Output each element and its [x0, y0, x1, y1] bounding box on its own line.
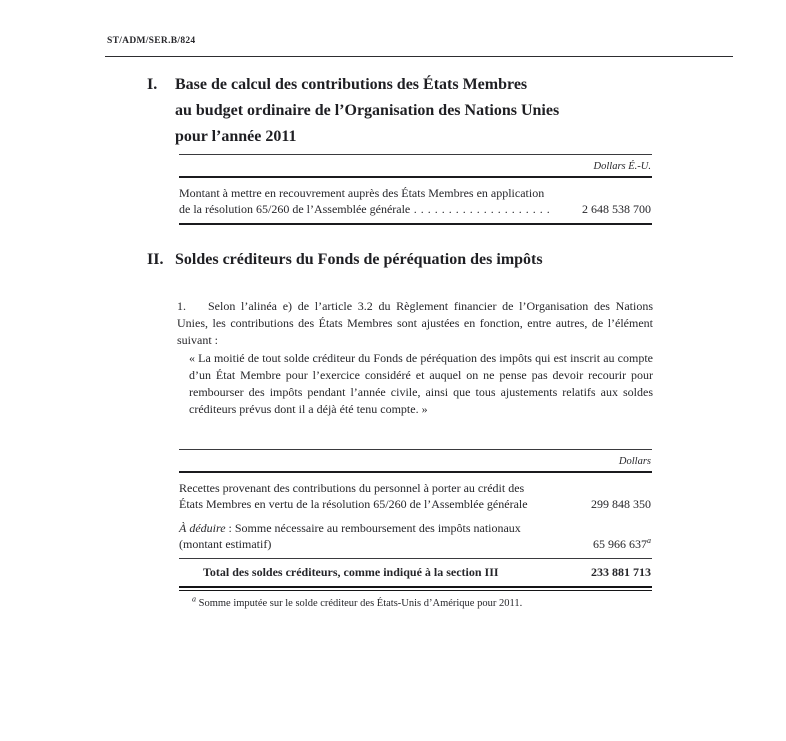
table-assessment [179, 154, 652, 225]
paragraph-1 [177, 298, 653, 349]
footnote-text: Somme imputée sur le solde créditeur des États-Unis d’Amérique pour 2011. [196, 598, 523, 609]
table-assessment-currency-header: Dollars É.-U. [179, 155, 652, 178]
credits-row2-value: 65 966 637$^a$ [593, 535, 651, 551]
section-1-title [175, 72, 559, 150]
dot-leader: . . . . . . . . . . . . . . . . . . . . [410, 201, 551, 216]
row-label-line-2: États Membres en vertu de la résolution 65/260 de l’Assemblée générale [179, 496, 528, 511]
section-1-title-line-1: Base de calcul des contributions des États Membres [175, 76, 528, 93]
row-label-line-1: À déduire : Somme nécessaire au remboursement des impôts nationaux [179, 521, 521, 535]
total-row-value: 233 881 713 [591, 565, 651, 579]
row-label-line-1: Recettes provenant des contributions du personnel à porter au crédit des [179, 481, 525, 495]
table-assessment-row-label [179, 186, 574, 217]
row-label-line-2: de la résolution 65/260 de l’Assemblée générale . . . . . . . . . . . . . . . . . . . . [179, 201, 551, 216]
section-2-title [175, 247, 543, 273]
total-row-label: Total des soldes créditeurs, comme indiqué à la section III [203, 565, 499, 579]
deduct-lead-in: À déduire [179, 521, 226, 535]
credits-row1-value: 299 848 350 [591, 496, 651, 511]
table-row [179, 473, 652, 517]
section-2-numeral: II. [147, 251, 164, 268]
row-label-line-1: Montant à mettre en recouvrement auprès des États Membres en application [179, 186, 545, 200]
section-2-title-line-1: Soldes créditeurs du Fonds de péréquation des impôts [175, 251, 543, 268]
section-1-heading [147, 72, 559, 150]
footnote [177, 594, 647, 611]
footnote-marker: a [192, 594, 196, 604]
table-credits [179, 449, 652, 591]
regulation-quote: « La moitié de tout solde créditeur du Fonds de péréquation des impôts qui est inscrit au compte d’un État Membre pour l’exercice considéré et auquel on ne pense pas devoir recourir pour rembourser des impôts pendant l’année civile, ainsi que tous ajustements relatifs aux soldes créditeurs prévus dont il a déjà été tenu compte. » [189, 351, 653, 416]
header-rule [105, 56, 733, 57]
section-1-title-line-3: pour l’année 2011 [175, 128, 297, 145]
credits-row2-label [179, 521, 585, 552]
section-2-heading [147, 247, 543, 273]
table-row [179, 178, 652, 225]
credits-row1-label [179, 481, 583, 512]
row-label-line-2: (montant estimatif) [179, 536, 272, 551]
paragraph-1-text: Selon l’alinéa e) de l’article 3.2 du Règlement financier de l’Organisation des Nations Unies, les contributions des États Membres sont ajustées en fonction, entre autres, de l’élément suivant : [177, 299, 653, 347]
document-symbol: ST/ADM/SER.B/824 [107, 36, 196, 46]
footnote-reference: a [647, 535, 651, 545]
table-credits-currency-header: Dollars [179, 450, 652, 473]
table-bottom-double-rule [179, 586, 652, 591]
section-1-title-line-2: au budget ordinaire de l’Organisation des Nations Unies [175, 102, 560, 119]
section-1-numeral: I. [147, 76, 158, 93]
table-row [179, 517, 652, 558]
table-total-row [179, 558, 652, 586]
paragraph-1-number: 1. [177, 299, 186, 313]
table-assessment-row-value: 2 648 538 700 [582, 201, 651, 216]
